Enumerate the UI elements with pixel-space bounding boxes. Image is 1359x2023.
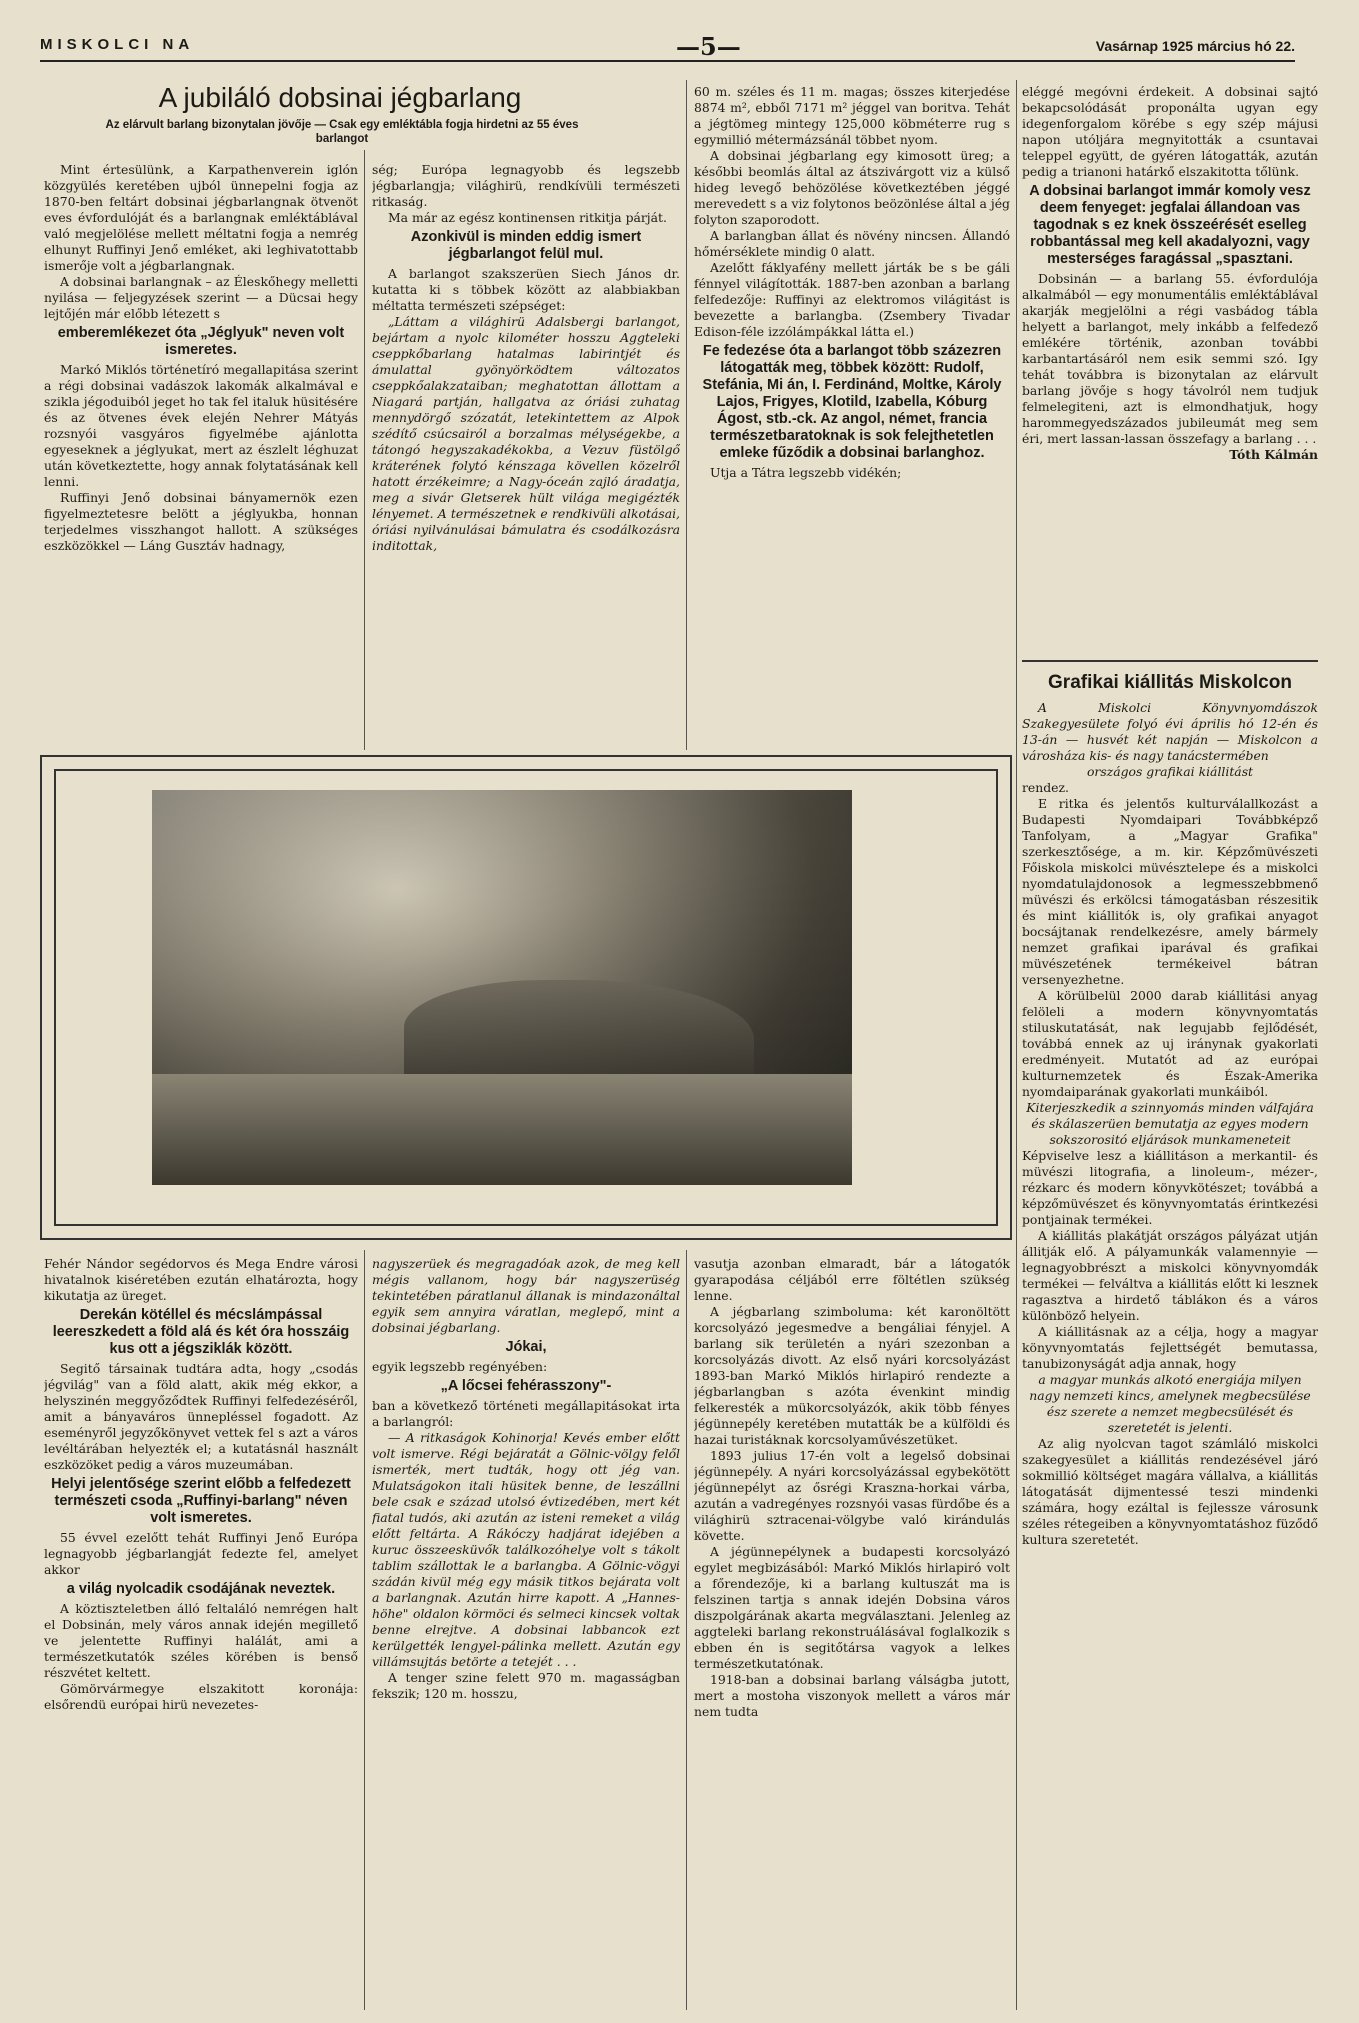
paragraph: 55 évvel ezelőtt tehát Ruffinyi Jenő Európa legnagyobb jégbarlangját fedezte fel, amelyet akkor — [44, 1530, 358, 1577]
column-rule — [364, 1250, 365, 2010]
paragraph: egyik legszebb regényében: — [372, 1359, 548, 1374]
paragraph: Gömörvármegye elszakitott koronája: elsőrendü európai hirü nevezetes- — [44, 1681, 358, 1712]
paragraph: Dobsinán — a barlang 55. évfordulója alkalmából — egy monumentális emléktáblával akarják megjelölni a régi vasbádog tábla helyett a barlangot, mely inkább a felfedező emlékére történik, azonban további karbantartásáról nem esik semmi szó. Igy tehát továbbra is bizonytalan az elárvult barlang jövője s hogy távolról nem tudjuk felmelegiteni, azt is elmondhatjuk, hogy harommegyedszázados jubileumát meg sem éri, mert lassan-lassan összefagy a barlang . . . — [1022, 271, 1318, 446]
article-column-4 — [1022, 84, 1318, 654]
article-grafikai-kiallitas — [1022, 668, 1318, 2013]
paragraph: A barlangot szakszerüen Siech János dr. kutatta ki s többek között az alabbiakban méltatta természeti szépséget: — [372, 266, 680, 313]
paragraph: A kiállitás plakátját országos pályázat utján állitják elő. A pályamunkák valamennyie — legnagyobbrészt a miskolci könyvnyomdák termékei — felváltva a kiállitás előtt ki lesznek ragasztva a hirdető táblákon és a város különböző helyein. — [1022, 1228, 1318, 1323]
subheading: emberemlékezet óta „Jéglyuk" neven volt ismeretes. — [57, 325, 345, 358]
paragraph: eléggé megóvni érdekeit. A dobsinai sajtó bekapcsolódását proponálta ugyan egy idegenforgalom körébe s egy szép májusi napon utóljára megnyitották a csuntavai teleppel együtt, de gyéren látogatták, azután pedig a trianoni határkő elszakitotta tőlünk. — [1022, 84, 1318, 179]
paragraph: A tenger szine felett 970 m. magasságban fekszik; 120 m. hosszu, — [372, 1670, 680, 1701]
column-rule — [364, 150, 365, 750]
subheading: Fe fedezése óta a barlangot több százezren látogatták meg, többek között: Rudolf, Stefánia, Mi án, I. Ferdinánd, Moltke, Károly Lajos, Frigyes, Klotild, Izabella, Kóburg Ágost, stb.-ck. Az angol, német, francia természetbaratoknak is sok felejthetetlen emleke fűződik a dobsinai barlanghoz. — [702, 343, 1002, 461]
column-rule — [686, 80, 687, 750]
paragraph: A dobsinai jégbarlang egy kimosott üreg; a későbbi beomlás által az átszivárgott viz a külső hideg levegő behözölése következtében jéggé merevedett s a viz folytonos beözönlése által a jég folyton szaporodott. — [694, 148, 1010, 227]
paragraph: A köztiszteletben álló feltaláló nemrégen halt el Dobsinán, mely város annak idején megillető ve jelentette Ruffinyi halálát, ami a természetkutatók széles körében is benső részvétet keltett. — [44, 1601, 358, 1680]
article-separator — [1022, 660, 1318, 662]
page-header — [40, 30, 1295, 62]
article-column-2 — [372, 162, 680, 752]
subheading: „A lőcsei fehérasszony"- — [440, 1378, 612, 1394]
paragraph: ban a következő történeti megállapitásokat irta a barlangról: — [372, 1398, 680, 1429]
column-rule — [686, 1250, 687, 2010]
italic-callout: Kiterjeszkedik a szinnyomás minden válfajára és skálaszerüen bemutatja az egyes modern sokszorositó eljárások munkameneteit — [1026, 1100, 1314, 1147]
article-headline: A jubiláló dobsinai jégbarlang — [158, 82, 522, 113]
paragraph: Azelőtt fáklyafény mellett járták be s be gáli fénnyel világították. 1887-ben azonban a barlang felfedezője: Ruffinyi az elektromos világitást is bevezette a barlangba. (Zsembery Tivadar Edison-féle izzólámpákkal látta el.) — [694, 260, 1010, 339]
article-title: Grafikai kiállitás Miskolcon — [1048, 672, 1292, 693]
paragraph: A Miskolci Könyvnyomdászok Szakegyesülete folyó évi április hó 12-én és 13-án — husvét két napján — Miskolcon a városháza kis- és nagy tanácstermében — [1022, 700, 1318, 763]
paragraph: Képviselve lesz a kiállitáson a merkantil- és müvészi litografia, a linoleum-, mézer-, rézkarc és modern könyvkötészet; továbbá a képzőmüvészet és könyvnyomtatás érintkezési pontjainak termékei. — [1022, 1148, 1318, 1227]
paragraph: A barlangban állat és növény nincsen. Állandó hőmérséklete mindig 0 alatt. — [694, 228, 1010, 259]
paragraph: Ma már az egész kontinensen ritkitja párját. — [388, 210, 667, 225]
masthead: MISKOLCI NA — [40, 36, 195, 53]
subheading: A dobsinai barlangot immár komoly vesz deem fenyeget: jegfalai állandoan vas tagodnak s ez knek összeérését eselleg robbantással meg kell akadalyozni, vagy mesterséges faragással „spasztani. — [1029, 183, 1311, 267]
paragraph: A jégbarlang szimboluma: két karonöltött korcsolyázó jegesmedve a bengáliai fényjel. A barlang sik területén a nyári szezonban a korcsolyázás divott. Az első nyári korcsolyázást 1893-ban Markó Miklós hirlapiró rendezte a jégbarlangban s azóta évenkint mindig felkeresték a mükorcsolyázók, akik több fényes jégünnepély keretében mutatták be a külföldi és hazai turistáknak korcsolyaművészetüket. — [694, 1304, 1010, 1447]
article-column-7 — [694, 1256, 1010, 2013]
paragraph: A kiállitásnak az a célja, hogy a magyar könyvnyomtatás fejlettségét bemutassa, tanubizonyságát adja annak, hogy — [1022, 1324, 1318, 1371]
paragraph: Segitő társainak tudtára adta, hogy „csodás jégvilág" van a föld alatt, akik még ekkor, a helyszinén meggyőződtek Ruffinyi felfedezéséről, amit a bányaváros ünnepléssel fogadott. Az eseményről jegyzőkönyvet vettek fel s azt a város levéltárában helyezték el; a kutatásnál használt eszközöket pedig a város muzeumában. — [44, 1361, 358, 1472]
paragraph: A körülbelül 2000 darab kiállitási anyag felöleli a modern könyvnyomtatás stiluskutatását, nak legujabb fejlődését, továbbá ennek az uj iránynak gyakorlati eredményeit. Mutatót ad az európai kulturnemzetek és Észak-Amerika nyomdaiparának gyakorlati munkáiból. — [1022, 988, 1318, 1099]
paragraph: 60 m. széles és 11 m. magas; összes kiterjedése 8874 m², ebből 7171 m² jéggel van boritva. Tehát a jégtömeg mintegy 125,000 köbméterre rug s egymillió métermázsánál többet nyom. — [694, 84, 1010, 147]
subheading: Helyi jelentősége szerint előbb a felfedezett természeti csoda „Ruffinyi-barlang" néven volt ismeretes. — [51, 1476, 351, 1526]
italic-callout: a magyar munkás alkotó energiája milyen nagy nemzeti kincs, amelynek megbecsülése ész szerete a nemzet megbecsülését és szeretetét is jelenti. — [1029, 1372, 1311, 1435]
page-number: —5— — [676, 32, 741, 61]
paragraph: Utja a Tátra legszebb vidékén; — [710, 465, 902, 480]
article-deck: Az elárvult barlang bizonytalan jövője — Csak egy emléktábla fogja hirdetni az 55 éves barlangot — [105, 119, 579, 145]
author-name: Jókai, — [505, 1339, 547, 1355]
italic-callout: országos grafikai kiállitást — [1086, 764, 1254, 779]
paragraph: 1893 julius 17-én volt a legelső dobsinai jégünnepély. A nyári korcsolyázással egybekötött jégünnepélyt az ősrégi Kraszna-horkai várba, azután a vadregényes rozsnyói vasas fürdőbe és a világhirü sztracenai-völgybe való kirándulás követte. — [694, 1448, 1010, 1543]
article-column-3 — [694, 84, 1010, 752]
article-column-1 — [44, 162, 358, 752]
paragraph: Az alig nyolcvan tagot számláló miskolci szakegyesület a kiállitás rendezésével járó sokmillió költséget magára vállalva, a kiállitás látogatását dijmentessé teszi mindenki számára, hogy ezáltal is fejlessze városunk széles rétegeiben a könyvnyomtatáshoz füződő kultura szeretetét. — [1022, 1436, 1318, 1547]
paragraph: 1918-ban a dobsinai barlang válságba jutott, mert a mostoha viszonyok mellett a város már nem tudta — [694, 1672, 1010, 1719]
article-column-6 — [372, 1256, 680, 2013]
paragraph: A dobsinai barlangnak – az Éleskőhegy melletti nyilása — feljegyzések szerint — a Dücsai hegy lejtőjén már előbb létezett s — [44, 274, 358, 321]
column-rule — [1016, 80, 1017, 2010]
dateline: Vasárnap 1925 március hó 22. — [1095, 38, 1295, 54]
paragraph: vasutja azonban elmaradt, bár a látogatók gyarapodása céljából erre föltétlen szükség lenne. — [694, 1256, 1010, 1303]
quote-paragraph: — A ritkaságok Kohinorja! Kevés ember előtt volt ismerve. Régi bejáratát a Gölnic-völgy felől ismerték, mert tudták, hogy ott jég van. Mulatságokon itali hüsitek benne, de leszállni bele csak e század utolsó évtizedében, mert két fiatal tudós, aki azután az isteni remeket a világ előtt feltárta. A Rákóczy hadjárat idejében a kuruc összeesküvők találkozóhelye volt s tákolt tablim szállottak le a barlangba. A Gölnic-vögyi szádán kivül még egy másik titkos bejárata volt a barlangnak. Azután hirre kapott. A „Hannes-höhe" oldalon körmöci és selmeci kincsek voltak benne elrejtve. A dobsinai labbancok ezt kerülgették lengyel-pálinka mellett. Azután egy villámsujtás betörte a tetejét . . . — [372, 1430, 680, 1669]
cave-photograph — [152, 790, 852, 1185]
subheading: Azonkivül is minden eddig ismert jégbarlangot felül mul. — [410, 229, 642, 262]
subheading: a világ nyolcadik csodájának neveztek. — [66, 1581, 336, 1597]
paragraph: rendez. — [1022, 780, 1069, 795]
paragraph: Mint értesülünk, a Karpathenverein iglón közgyülés keretében ujból ünnepelni fogja az 1870-ben feltárt dobsinai jégbarlangnak ötvenöt eves évfordulóját és a barlangnak emléktáblával való megjelölése mellett méltatni fogja a nemrég elhunyt Ruffinyi Jenő emléket, aki leghivatottabb ismerője volt a jégbarlangnak. — [44, 162, 358, 273]
quote-paragraph: „Láttam a világhirü Adalsbergi barlangot, bejártam a nyolc kilométer hosszu Aggteleki cseppkőbarlang hatalmas labirintjét és ámulattal gyönyörködtem változatos cseppkőalakzataiban; meghatottan állottam a Niagará partján, hallgatva az óriási zuhatag mennydörgő szózatát, letekintettem az Alpok szédítő csúcsairól a borzalmas mélységekbe, a tátongó hegyszakadékokba, a Vezuv füstölgő kráterének folytó kénszaga kövellen közelről hatott érzékeimre; a Nagy-óceán zajló áradatja, meg a sivár Gletserek hült világa megigézték lényemet. A természetnek e rendkivüli alkotásai, óriási nyilvánulásai bámulatra és csodálkozásra inditottak, — [372, 314, 680, 553]
paragraph: Ruffinyi Jenő dobsinai bányamernök ezen figyelmeztetesre belött a jéglyukba, honnan terjedelmes visszhangot hallott. A szükséges eszközökkel — Láng Gusztáv hadnagy, — [44, 490, 358, 553]
paragraph: Markó Miklós történetíró megallapitása szerint a régi dobsinai vadászok lakomák alkalmával e szikla jégoduiból jeget ho tak fel italuk hüsitésére és az ötvenes évek elején Nehrer Mátyás rozsnyói vasgyáros figyelmébe ajánlotta egyeseknek a jéglyukat, mert az észlelt léghuzat után következtette, hogy annak folytatásának kell lenni. — [44, 362, 358, 489]
quote-paragraph: nagyszerüek és megragadóak azok, de meg kell mégis vallanom, hogy bár nagyszerüség tekintetében páratlanul állanak is mindazonáltal egyik sem annyira váratlan, meglepő, mint a dobsinai jégbarlang. — [372, 1256, 680, 1335]
photo-ice-floor — [152, 1074, 852, 1185]
subheading: Derekán kötéllel és mécslámpással leereszkedett a föld alá és két óra hosszáig kus ott a jégsziklák között. — [52, 1307, 350, 1357]
paragraph: ség; Európa legnagyobb és legszebb jégbarlangja; világhirü, rendkívüli természeti ritkaság. — [372, 162, 680, 209]
paragraph: A jégünnepélynek a budapesti korcsolyázó egylet megbizásából: Markó Miklós hirlapiró volt a főrendezője, ki a barlang kultuszát ma is felszinen tartja s annak idején Dobsina város diszpolgárának akarta megválasztani. Jelenleg az aggteleki barlang rekonstruálásával foglalkozik s ebben én is segitőtársa vagyok a lelkes természetkutatónak. — [694, 1544, 1010, 1671]
article-column-5 — [44, 1256, 358, 2013]
paragraph: E ritka és jelentős kulturválallkozást a Budapesti Nyomdaipari Továbbképző Tanfolyam, a „Magyar Grafika" szerkesztősége, a m. kir. Képzőmüvészeti Főiskola miskolci müvésztelepe és a miskolci nyomdatulajdonosok a legmesszebbmenő müvészi és erkölcsi támogatásban részesitik és mint kiállitók is, oly grafikai anyagot bocsájtanak rendelkezésre, amely bármely nemzet grafikai iparával és grafikai müvészetének termékeivel bátran versenyezhetne. — [1022, 796, 1318, 987]
paragraph: Fehér Nándor segédorvos és Mega Endre városi hivatalnok kiséretében ezután elhatározta, hogy kikutatja az üreget. — [44, 1256, 358, 1303]
author-signature: Tóth Kálmán — [1229, 447, 1318, 462]
